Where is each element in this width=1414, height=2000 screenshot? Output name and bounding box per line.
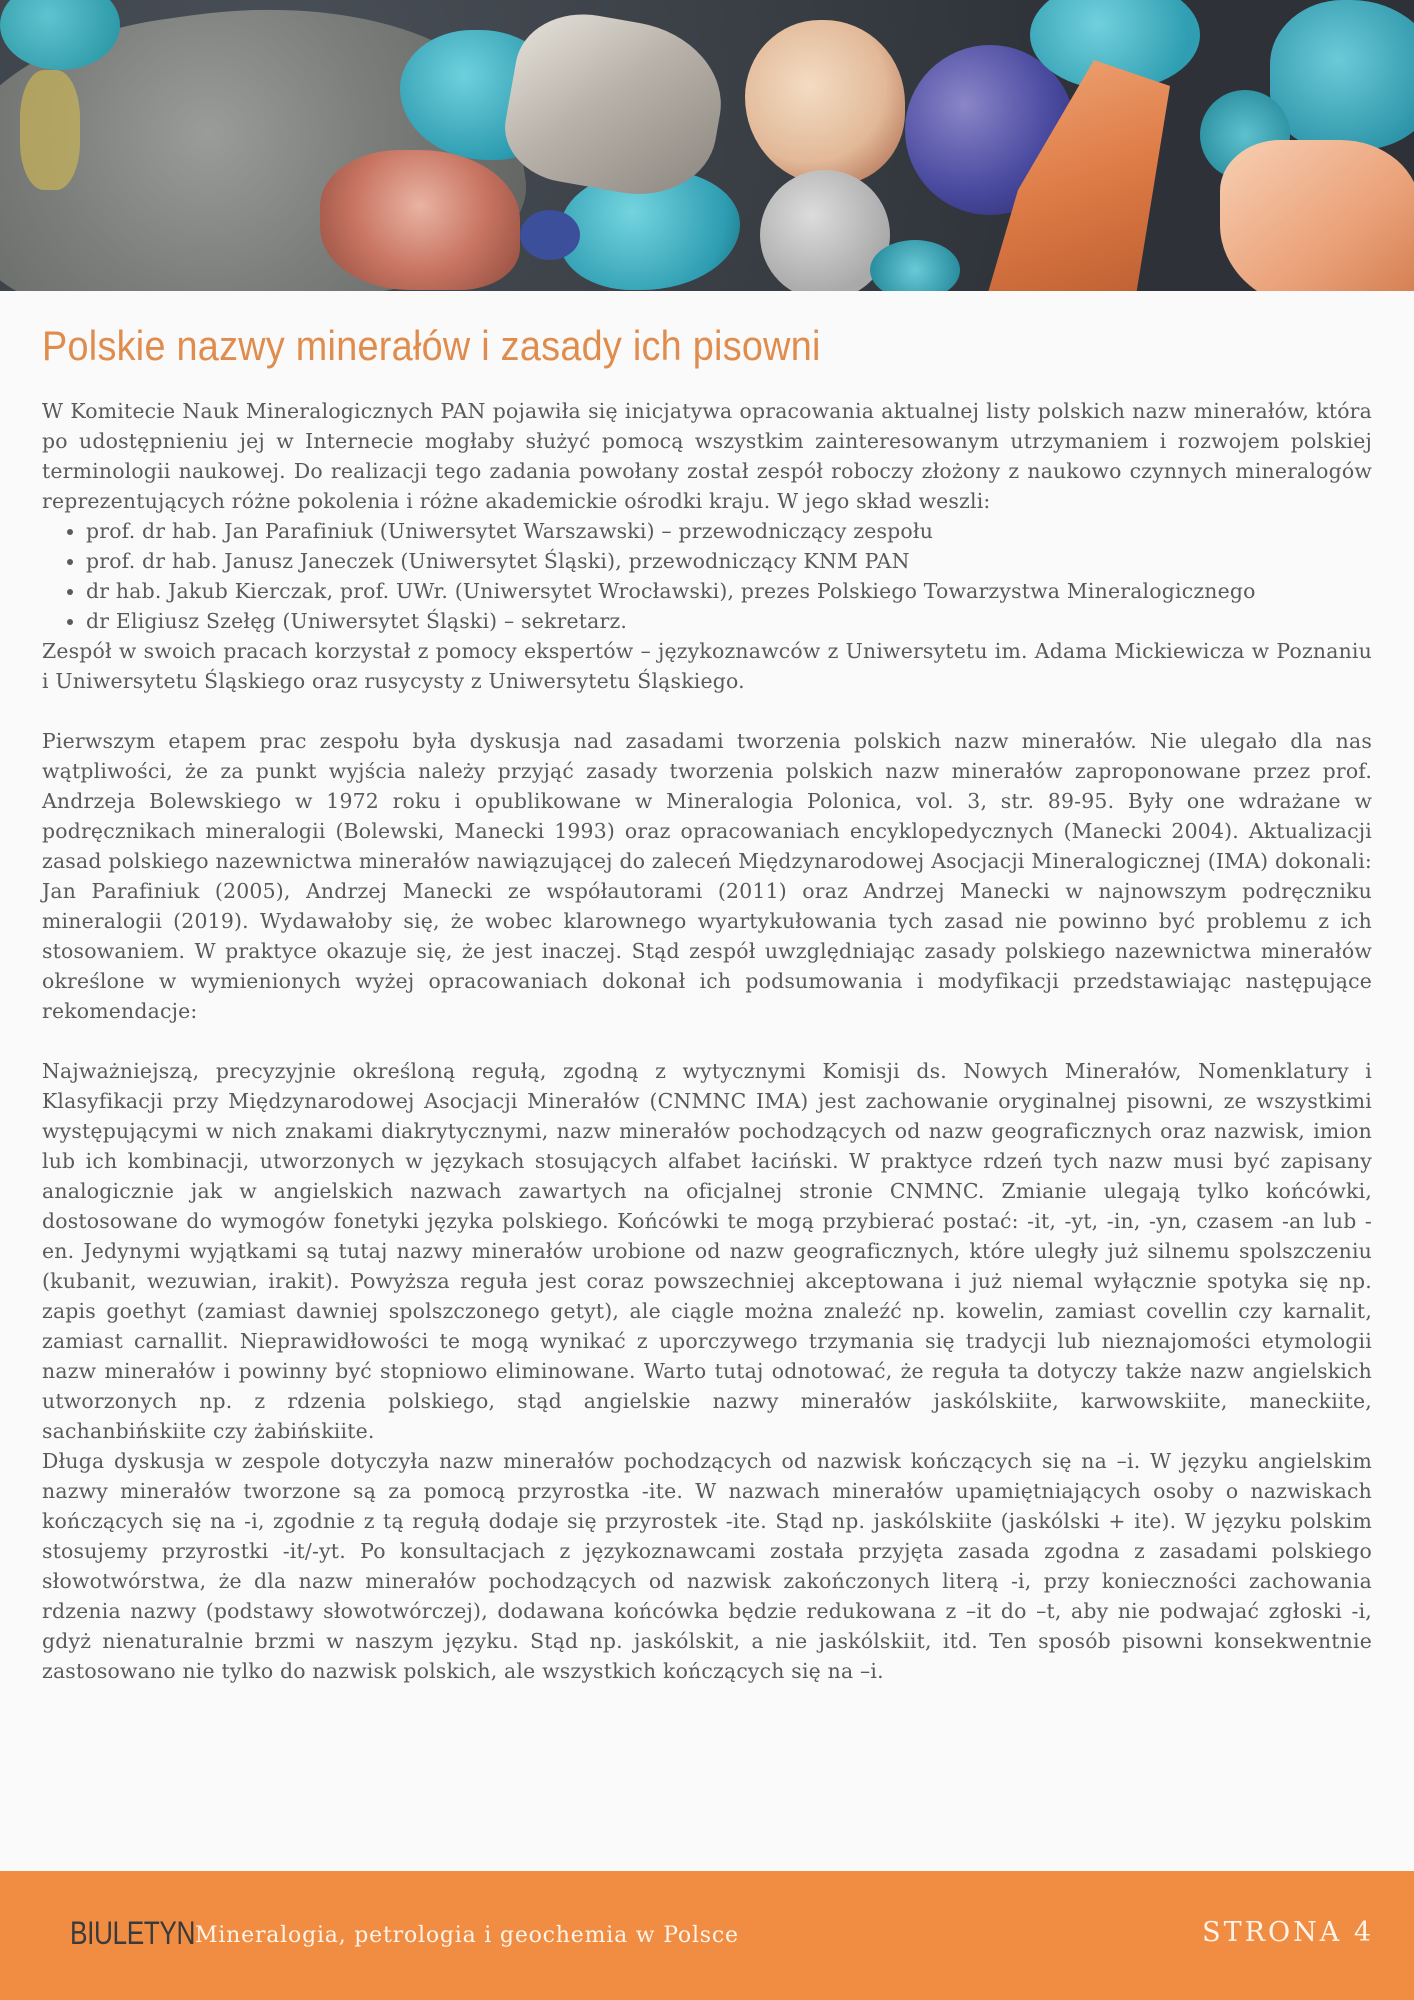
paragraph-2: Pierwszym etapem prac zespołu była dyskusja nad zasadami tworzenia polskich nazw minerałów. Nie ulegało dla nas wątpliwości, że za punkt wyjścia należy przyjąć zasady tworzenia polskich nazw minerałów zaproponowane przez prof. Andrzeja Bolewskiego w 1972 roku i opublikowane w Mineralogia Polonica, vol. 3, str. 89-95. Były one wdrażane w podręcznikach mineralogii (Bolewski, Manecki 1993) oraz opracowaniach encyklopedycznych (Manecki 2004). Aktualizacji zasad polskiego nazewnictwa minerałów nawiązującej do zaleceń Międzynarodowej Asocjacji Mineralogicznej (IMA) dokonali: Jan Parafiniuk (2005), Andrzej Manecki ze współautorami (2011) oraz Andrzej Manecki w najnowszym podręczniku mineralogii (2019). Wydawałoby się, że wobec klarownego wyartykułowania tych zasad nie powinno być problemu z ich stosowaniem. W praktyce okazuje się, że jest inaczej. Stąd zespół uwzględniając zasady polskiego nazewnictwa minerałów określone w wymienionych wyżej opracowaniach dokonał ich podsumowania i modyfikacji przedstawiając następujące rekomendacje: (42, 729, 1372, 1023)
list-item: • prof. dr hab. Janusz Janeczek (Uniwersytet Śląski), przewodniczący KNM PAN (86, 546, 1372, 576)
team-members-list (42, 516, 1372, 636)
list-item: • prof. dr hab. Jan Parafiniuk (Uniwersytet Warszawski) – przewodniczący zespołu (86, 516, 1372, 546)
article (42, 322, 1372, 1686)
article-title: Polskie nazwy minerałów i zasady ich pisowni (42, 322, 821, 369)
list-item: • dr Eligiusz Szełęg (Uniwersytet Śląski) – sekretarz. (86, 606, 1372, 636)
intro-paragraph: W Komitecie Nauk Mineralogicznych PAN pojawiła się inicjatywa opracowania aktualnej listy polskich nazw minerałów, która po udostępnieniu jej w Internecie mogłaby służyć pomocą wszystkim zainteresowanym utrzymaniem i rozwojem polskiej terminologii naukowej. Do realizacji tego zadania powołany został zespół roboczy złożony z naukowo czynnych mineralogów reprezentujących różne pokolenia i różne akademickie ośrodki kraju. W jego skład weszli: (42, 399, 1372, 513)
minerals-photo (0, 0, 1414, 291)
bulletin-subtitle: Mineralogia, petrologia i geochemia w Polsce (195, 1923, 739, 1948)
footer-bar (0, 1871, 1414, 2000)
list-item: • dr hab. Jakub Kierczak, prof. UWr. (Uniwersytet Wrocławski), prezes Polskiego Towarzystwa Mineralogicznego (86, 576, 1372, 606)
after-members-paragraph: Zespół w swoich pracach korzystał z pomocy ekspertów – językoznawców z Uniwersytetu im. Adama Mickiewicza w Poznaniu i Uniwersytetu Śląskiego oraz rusycysty z Uniwersytetu Śląskiego. (42, 639, 1372, 693)
bulletin-brand: BIULETYN (70, 1915, 196, 1951)
paragraph-3: Najważniejszą, precyzyjnie określoną regułą, zgodną z wytycznymi Komisji ds. Nowych Minerałów, Nomenklatury i Klasyfikacji przy Międzynarodowej Asocjacji Minerałów (CNMNC IMA) jest zachowanie oryginalnej pisowni, ze wszystkimi występującymi w nich znakami diakrytycznymi, nazw minerałów pochodzących od nazw geograficznych oraz nazwisk, imion lub ich kombinacji, utworzonych w językach stosujących alfabet łaciński. W praktyce rdzeń tych nazw musi być zapisany analogicznie jak w angielskich nazwach zawartych na oficjalnej stronie CNMNC. Zmianie ulegają tylko końcówki, dostosowane do wymogów fonetyki języka polskiego. Końcówki te mogą przybierać postać: -it, -yt, -in, -yn, czasem -an lub -en. Jedynymi wyjątkami są tutaj nazwy minerałów urobione od nazw geograficznych, które uległy już silnemu spolszczeniu (kubanit, wezuwian, irakit). Powyższa reguła jest coraz powszechniej akceptowana i już niemal wyłącznie spotyka się np. zapis goethyt (zamiast dawniej spolszczonego getyt), ale ciągle można znaleźć np. kowelin, zamiast covellin czy karnalit, zamiast carnallit. Nieprawidłowości te mogą wynikać z uporczywego trzymania się tradycji lub nieznajomości etymologii nazw minerałów i powinny być stopniowo eliminowane. Warto tutaj odnotować, że reguła ta dotyczy także nazw angielskich utworzonych np. z rdzenia polskiego, stąd angielskie nazwy minerałów jaskólskiite, karwowskiite, maneckiite, sachanbińskiite czy żabińskiite. (42, 1059, 1372, 1443)
paragraph-4: Długa dyskusja w zespole dotyczyła nazw minerałów pochodzących od nazwisk kończących się na –i. W języku angielskim nazwy minerałów tworzone są za pomocą przyrostka -ite. W nazwach minerałów upamiętniających osoby o nazwiskach kończących się na -i, zgodnie z tą regułą dodaje się przyrostek -ite. Stąd np. jaskólskiite (jaskólski + ite). W języku polskim stosujemy przyrostki -it/-yt. Po konsultacjach z językoznawcami została przyjęta zasada zgodna z zasadami polskiego słowotwórstwa, że dla nazw minerałów pochodzących od nazwisk zakończonych literą -i, przy konieczności zachowania rdzenia nazwy (podstawy słowotwórczej), dodawana końcówka będzie redukowana z –it do –t, aby nie podwajać zgłoski -i, gdyż nienaturalnie brzmi w naszym języku. Stąd np. jaskólskit, a nie jaskólskiit, itd. Ten sposób pisowni konsekwentnie zastosowano nie tylko do nazwisk polskich, ale wszystkich kończących się na –i. (42, 1449, 1372, 1683)
page-number: STRONA 4 (1202, 1917, 1374, 1948)
